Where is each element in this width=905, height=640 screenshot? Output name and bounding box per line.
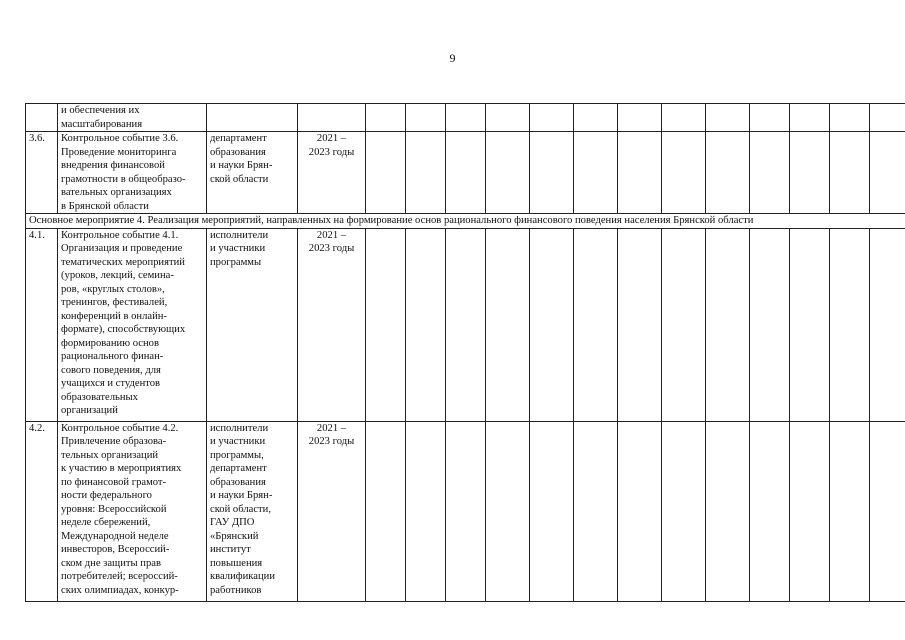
number-cell: 4.2.: [26, 421, 58, 601]
executor-cell: исполнители и участники программы: [207, 228, 298, 421]
executor-cell: исполнители и участники программы, департамент образования и науки Брян- ской области, ГАУ ДПО «Брянский институт повышения квалификации работников: [207, 421, 298, 601]
name-cell: Контрольное событие 4.1. Организация и проведение тематических мероприятий (уроков, лекций, семина- ров, «круглых столов», тренингов, фестивалей, конференций в онлайн- формате), способствующих формированию основ рационального финан- сового поведения, для учащихся и студентов образовательных организаций: [58, 228, 207, 421]
period-cell: 2021 – 2023 годы: [298, 228, 366, 421]
name-cell: Контрольное событие 3.6. Проведение мониторинга внедрения финансовой грамотности в общеобразо- вательных организациях в Брянской области: [58, 132, 207, 214]
section-row: [26, 214, 905, 229]
name-cell: Контрольное событие 4.2. Привлечение образова- тельных организаций к участию в мероприятиях по финансовой грамот- ности федерального уровня: Всероссийской неделе сбережений, Международной неделе инвесторов, Всероссий- ском дне защиты прав потребителей; всероссий- ских олимпиадах, конкур-: [58, 421, 207, 601]
plan-table: [25, 103, 905, 602]
table-row-4-2: [26, 421, 905, 601]
executor-cell: департамент образования и науки Брян- ской области: [207, 132, 298, 214]
period-cell: 2021 – 2023 годы: [298, 421, 366, 601]
period-cell: 2021 – 2023 годы: [298, 132, 366, 214]
number-cell: [26, 104, 58, 132]
name-cell: и обеспечения их масштабирования: [58, 104, 207, 132]
number-cell: 3.6.: [26, 132, 58, 214]
table-row-continuation: [26, 104, 905, 132]
executor-cell: [207, 104, 298, 132]
number-cell: 4.1.: [26, 228, 58, 421]
period-cell: [298, 104, 366, 132]
table-row-3-6: [26, 132, 905, 214]
page-number: 9: [449, 51, 456, 65]
section-title: Основное мероприятие 4. Реализация мероприятий, направленных на формирование основ рационального финансового поведения населения Брянской области: [26, 214, 905, 229]
table-row-4-1: [26, 228, 905, 421]
